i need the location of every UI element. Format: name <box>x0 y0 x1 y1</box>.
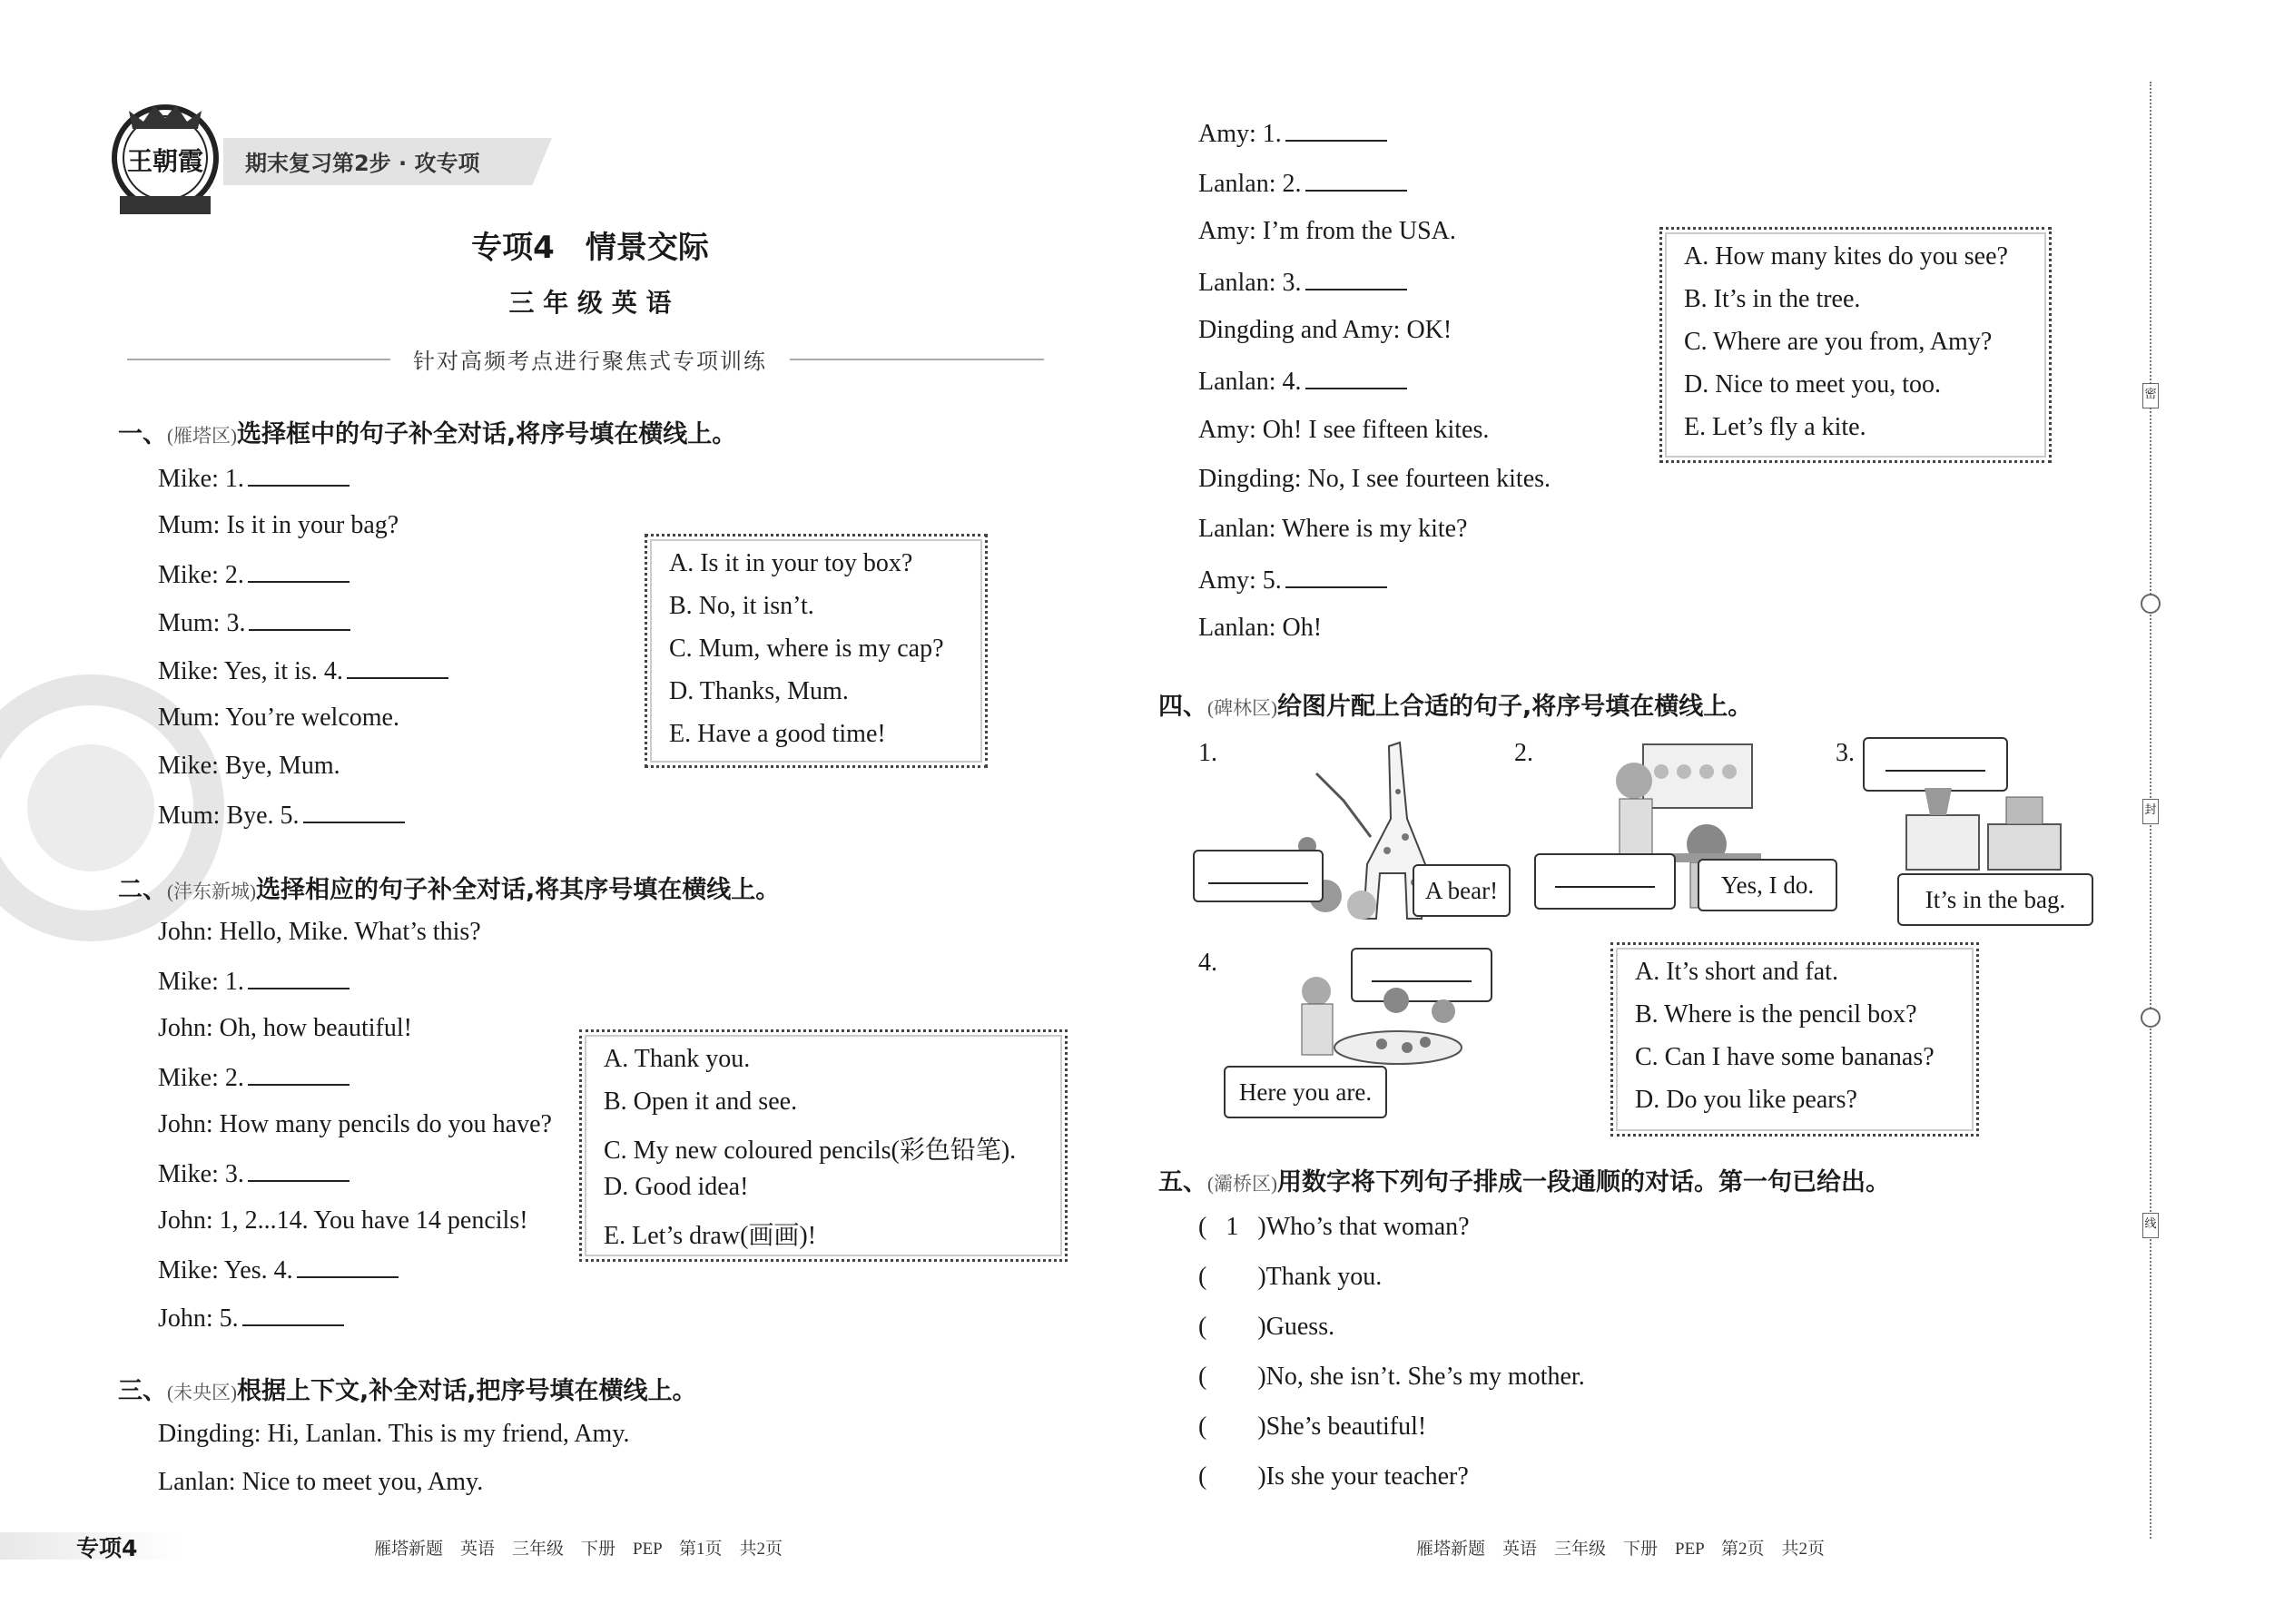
option: E. Let’s draw(画画)! <box>604 1222 817 1250</box>
option: D. Do you like pears? <box>1635 1086 1857 1114</box>
s1-line-8: Mum: Bye. 5. <box>158 798 405 832</box>
answer-blank[interactable] <box>248 557 350 583</box>
pic2-answer-bubble[interactable] <box>1534 853 1676 910</box>
s1-line-7: Mike: Bye, Mum. <box>158 752 340 780</box>
option: D. Good idea! <box>604 1173 749 1201</box>
s3-line-4: Lanlan: 3. <box>1198 265 1407 300</box>
s5-item-5: ( )She’s beautiful! <box>1198 1412 1427 1441</box>
footer-left: 雁塔新题 英语 三年级 下册 PEP 第1页 共2页 <box>374 1540 783 1559</box>
section2-title: 二、(沣东新城)选择相应的句子补全对话,将其序号填在横线上。 <box>118 876 781 904</box>
pic1-number: 1. <box>1198 739 1217 767</box>
page-title: 专项4 情景交际 <box>471 230 709 266</box>
s5-item-6: ( )Is she your teacher? <box>1198 1462 1469 1491</box>
answer-blank[interactable] <box>303 798 405 823</box>
s2-line-3: John: Oh, how beautiful! <box>158 1014 412 1042</box>
section3-title: 三、(未央区)根据上下文,补全对话,把序号填在横线上。 <box>118 1377 697 1405</box>
s2-line-5: John: How many pencils do you have? <box>158 1110 552 1138</box>
section4-title: 四、(碑林区)给图片配上合适的句子,将序号填在横线上。 <box>1158 693 1753 721</box>
option: D. Thanks, Mum. <box>669 677 849 705</box>
tagline-rule-left <box>127 359 390 360</box>
s5-item-2: ( )Thank you. <box>1198 1263 1383 1291</box>
s1-option-box <box>645 534 988 768</box>
option: B. Where is the pencil box? <box>1635 1000 1917 1029</box>
fold-circle-1 <box>2139 592 2162 615</box>
section5-title: 五、(灞桥区)用数字将下列句子排成一段通顺的对话。第一句已给出。 <box>1158 1168 1890 1196</box>
section1-title: 一、(雁塔区)选择框中的句子补全对话,将序号填在横线上。 <box>118 420 737 448</box>
s3-line-3: Amy: I’m from the USA. <box>1198 217 1456 245</box>
s3-line-6: Lanlan: 4. <box>1198 364 1407 399</box>
pic3-speech-bubble: It’s in the bag. <box>1897 873 2093 926</box>
answer-blank[interactable] <box>1305 265 1407 290</box>
fold-circle-2 <box>2139 1006 2162 1029</box>
pic3-answer-bubble[interactable] <box>1863 737 2008 792</box>
pic2-speech-bubble: Yes, I do. <box>1698 859 1837 911</box>
option: B. It’s in the tree. <box>1684 285 1861 313</box>
tagline-rule-right <box>790 359 1044 360</box>
s5-item-4: ( )No, she isn’t. She’s my mother. <box>1198 1363 1585 1391</box>
option: E. Let’s fly a kite. <box>1684 413 1866 441</box>
s3-line-1: Amy: 1. <box>1198 116 1387 151</box>
option: A. Is it in your toy box? <box>669 549 913 577</box>
pic1-answer-bubble[interactable] <box>1193 850 1324 902</box>
s2-option-box <box>579 1029 1068 1262</box>
pic4-number: 4. <box>1198 949 1217 977</box>
s3-line-7: Amy: Oh! I see fifteen kites. <box>1198 416 1490 444</box>
fold-mark-seal: 密 <box>2142 383 2159 408</box>
option: A. Thank you. <box>604 1045 751 1073</box>
s3-line-9: Lanlan: Where is my kite? <box>1198 515 1468 543</box>
answer-blank[interactable] <box>1305 166 1407 192</box>
pic4-speech-bubble: Here you are. <box>1224 1066 1387 1118</box>
answer-blank[interactable] <box>249 605 350 631</box>
s1-line-4: Mum: 3. <box>158 605 350 640</box>
logo-badge <box>107 98 223 223</box>
answer-blank[interactable] <box>248 1060 350 1086</box>
option: C. Where are you from, Amy? <box>1684 328 1993 356</box>
s3-line-8: Dingding: No, I see fourteen kites. <box>1198 465 1551 493</box>
s3-option-box <box>1659 227 2052 463</box>
option: C. Mum, where is my cap? <box>669 635 944 663</box>
s1-line-1: Mike: 1. <box>158 461 350 496</box>
s3-line-left-1: Dingding: Hi, Lanlan. This is my friend, Amy. <box>158 1420 630 1448</box>
pic1-speech-bubble: A bear! <box>1413 864 1511 917</box>
s3-line-left-2: Lanlan: Nice to meet you, Amy. <box>158 1468 484 1496</box>
answer-blank[interactable] <box>1285 563 1387 588</box>
option: B. No, it isn’t. <box>669 592 814 620</box>
s3-line-11: Lanlan: Oh! <box>1198 614 1323 642</box>
header-banner-text: 期末复习第2步 · 攻专项 <box>245 151 480 176</box>
s2-line-1: John: Hello, Mike. What’s this? <box>158 918 481 946</box>
answer-blank[interactable] <box>248 1156 350 1182</box>
tagline: 针对高频考点进行聚焦式专项训练 <box>413 350 767 374</box>
s3-line-5: Dingding and Amy: OK! <box>1198 316 1452 344</box>
s2-line-2: Mike: 1. <box>158 964 350 999</box>
option: A. It’s short and fat. <box>1635 958 1838 986</box>
s5-item-1: ( 1 )Who’s that woman? <box>1198 1213 1470 1241</box>
classroom-illustration <box>1897 788 2070 879</box>
footer-right: 雁塔新题 英语 三年级 下册 PEP 第2页 共2页 <box>1416 1540 1826 1559</box>
s1-line-5: Mike: Yes, it is. 4. <box>158 654 448 688</box>
s2-line-8: Mike: Yes. 4. <box>158 1253 399 1287</box>
s1-line-6: Mum: You’re welcome. <box>158 704 399 732</box>
family-table-illustration <box>1280 964 1480 1073</box>
s2-line-6: Mike: 3. <box>158 1156 350 1191</box>
answer-blank[interactable] <box>1285 116 1387 142</box>
s3-line-10: Amy: 5. <box>1198 563 1387 597</box>
s2-line-4: Mike: 2. <box>158 1060 350 1095</box>
option: D. Nice to meet you, too. <box>1684 370 1942 399</box>
fold-mark-line: 线 <box>2142 1213 2159 1238</box>
s3-line-2: Lanlan: 2. <box>1198 166 1407 201</box>
s2-line-9: John: 5. <box>158 1301 344 1335</box>
answer-blank[interactable] <box>242 1301 344 1326</box>
fold-mark-seal2: 封 <box>2142 799 2159 824</box>
answer-blank[interactable] <box>347 654 448 679</box>
logo-text: 王朝霞 <box>126 146 203 176</box>
option: C. My new coloured pencils(彩色铅笔). <box>604 1137 1017 1165</box>
option: A. How many kites do you see? <box>1684 242 2008 271</box>
s2-line-7: John: 1, 2...14. You have 14 pencils! <box>158 1206 528 1235</box>
page-subtitle: 三 年 级 英 语 <box>508 288 672 318</box>
pic3-number: 3. <box>1836 739 1855 767</box>
pic2-number: 2. <box>1514 739 1533 767</box>
option: B. Open it and see. <box>604 1088 798 1116</box>
answer-blank[interactable] <box>1305 364 1407 389</box>
s1-line-3: Mike: 2. <box>158 557 350 592</box>
s5-item-3: ( )Guess. <box>1198 1313 1335 1341</box>
s1-line-2: Mum: Is it in your bag? <box>158 511 399 539</box>
footer-tag: 专项4 <box>76 1535 138 1561</box>
answer-blank[interactable] <box>248 964 350 989</box>
answer-blank[interactable] <box>297 1253 399 1278</box>
s4-option-box <box>1610 942 1979 1137</box>
option: E. Have a good time! <box>669 720 886 748</box>
option: C. Can I have some bananas? <box>1635 1043 1935 1071</box>
answer-blank[interactable] <box>248 461 350 487</box>
